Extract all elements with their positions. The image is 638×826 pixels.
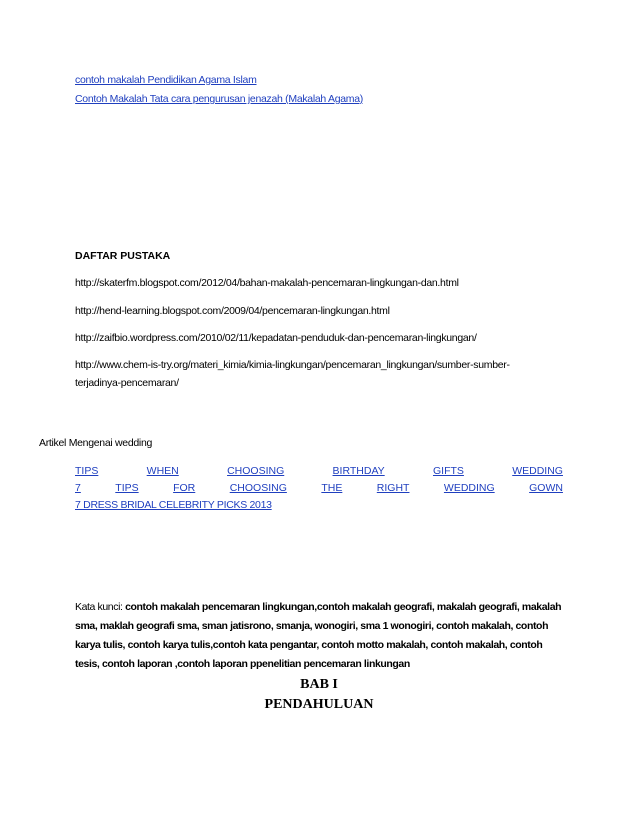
wedding-heading: Artikel Mengenai wedding [39,437,153,449]
link-word[interactable]: THE [321,482,343,494]
bibliography-entry: http://www.chem-is-try.org/materi_kimia/kimia-lingkungan/pencemaran_lingkungan/sumber-sumber- [75,359,510,371]
keywords-text: contoh makalah pencemaran lingkungan,contoh makalah geografi, makalah geografi, makalah sma, maklah geografi sma, sman jatisrono, smanja, wonogiri, sma 1 wonogiri, contoh makalah, contoh karya tulis, contoh karya tulis,contoh kata pengantar, contoh motto makalah, contoh makalah, contoh tesis, contoh laporan ,contoh laporan ppenelitian pencemaran linkungan [75,601,562,670]
bibliography-entry: http://hend-learning.blogspot.com/2009/04/pencemaran-lingkungan.html [75,305,390,317]
bibliography-entry-continued: terjadinya-pencemaran/ [75,377,179,389]
link-word[interactable]: WEDDING [512,465,563,477]
bibliography-entry: http://zaifbio.wordpress.com/2010/02/11/kepadatan-penduduk-dan-pencemaran-lingkungan/ [75,332,477,344]
bibliography-heading: DAFTAR PUSTAKA [75,250,171,262]
link-word[interactable]: 7 [75,482,81,494]
link-word[interactable]: FOR [173,482,196,494]
link-word[interactable]: BIRTHDAY [332,465,385,477]
link-word[interactable]: TIPS [115,482,139,494]
keywords-paragraph [75,598,565,674]
link-makalah-pendidikan-agama[interactable]: contoh makalah Pendidikan Agama Islam [75,74,257,86]
link-makalah-pengurusan-jenazah[interactable]: Contoh Makalah Tata cara pengurusan jenazah (Makalah Agama) [75,93,363,105]
keywords-label: Kata kunci: [75,601,126,613]
link-dress-bridal-celebrity[interactable]: 7 DRESS BRIDAL CELEBRITY PICKS 2013 [75,499,272,511]
wedding-link-line-2[interactable] [75,482,563,494]
link-word[interactable]: WHEN [146,465,179,477]
bibliography-entry: http://skaterfm.blogspot.com/2012/04/bahan-makalah-pencemaran-lingkungan-dan.html [75,277,459,289]
chapter-number: BAB I [300,677,338,692]
link-word[interactable]: GOWN [529,482,563,494]
link-word[interactable]: RIGHT [376,482,410,494]
link-word[interactable]: CHOOSING [229,482,287,494]
link-word[interactable]: CHOOSING [227,465,285,477]
link-word[interactable]: GIFTS [432,465,464,477]
chapter-title: PENDAHULUAN [264,697,374,712]
wedding-link-line-1[interactable] [75,465,563,477]
link-word[interactable]: TIPS [75,465,99,477]
link-word[interactable]: WEDDING [443,482,495,494]
